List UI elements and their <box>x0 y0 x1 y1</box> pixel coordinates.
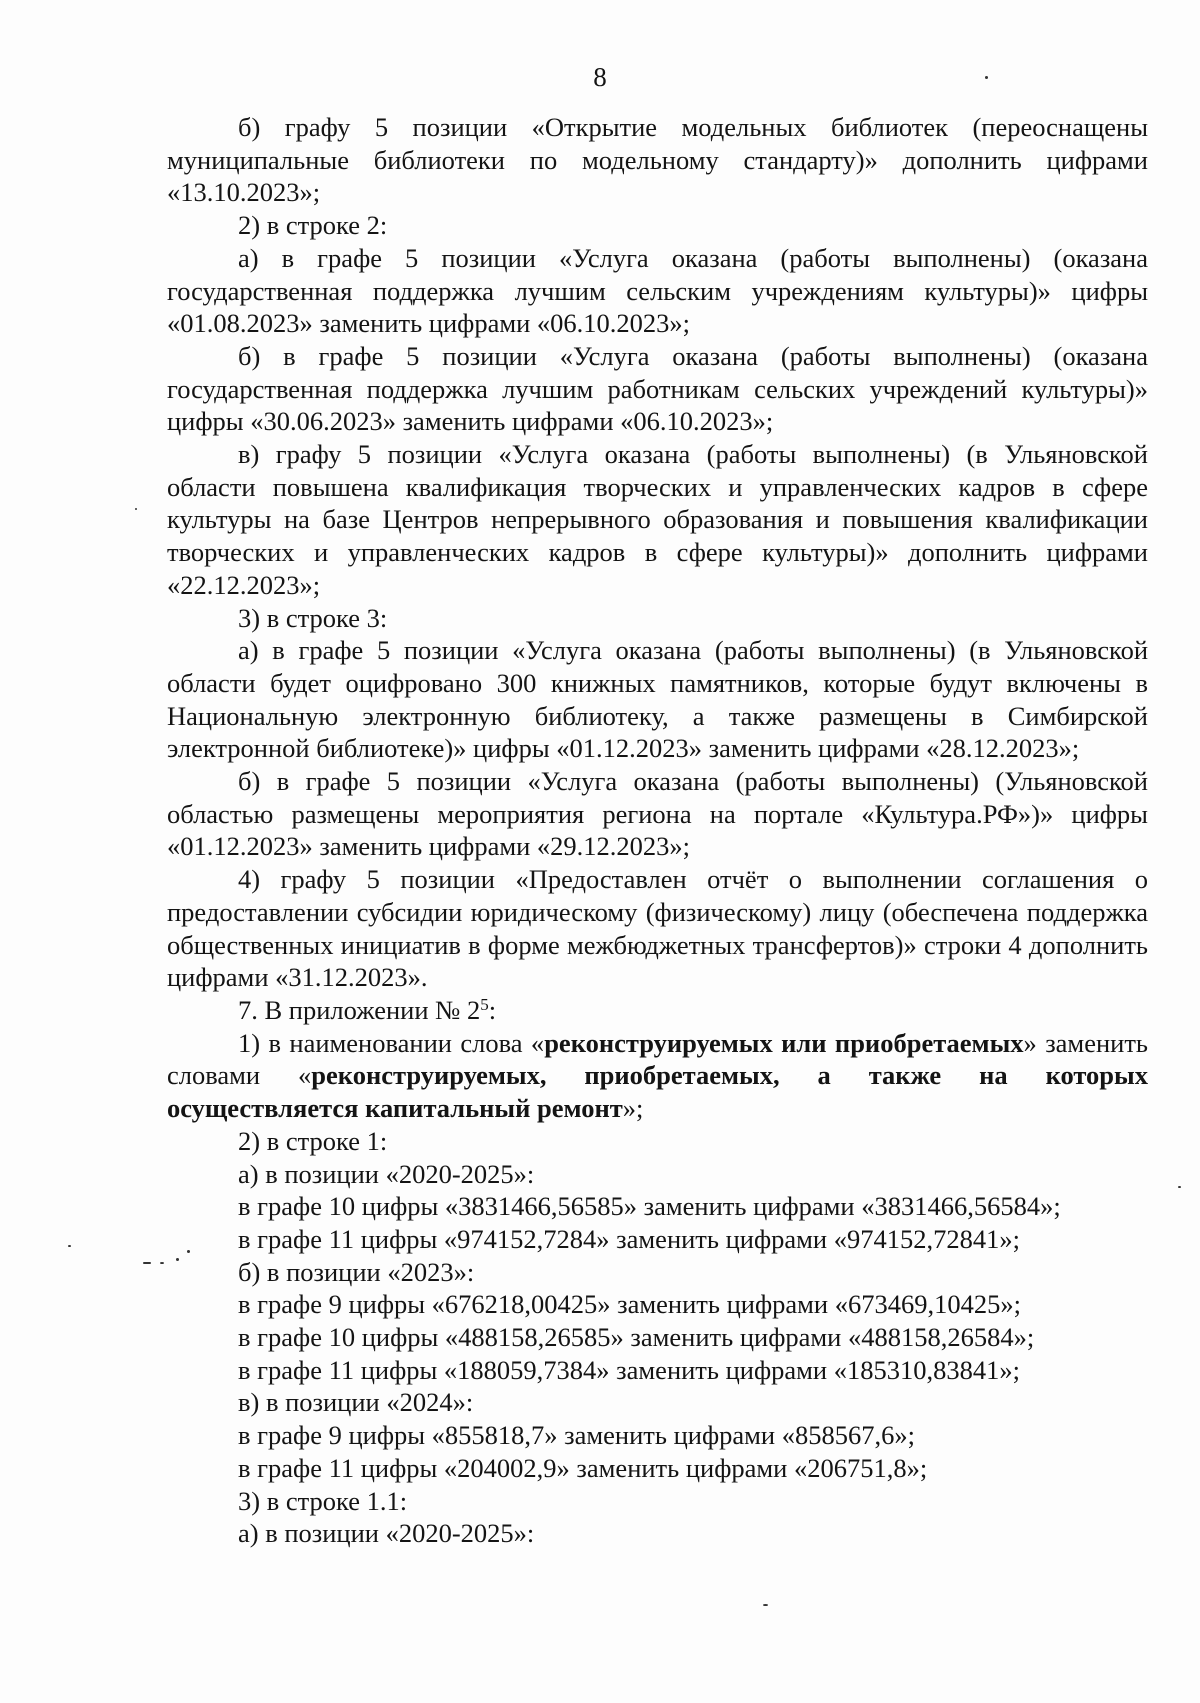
item7-superscript: 5 <box>480 994 489 1014</box>
item7-colon: : <box>488 994 497 1025</box>
line-position-2020-2025-row-1-1: а) в позиции «2020-2025»: <box>238 1518 535 1549</box>
line-column-9-2024: в графе 9 цифры «855818,7» заменить цифрами «858567,6»; <box>238 1420 915 1451</box>
paragraph-2a-rural-institutions: а) в графе 5 позиции «Услуга оказана (работы выполнены) (оказана государственная поддержка лучшим сельским учреждениям культуры)» цифры «01.08.2023» заменить цифрами «06.10.2023»; <box>167 242 1148 339</box>
scan-speck <box>176 1258 179 1261</box>
line-column-9-2023: в графе 9 цифры «676218,00425» заменить цифрами «673469,10425»; <box>238 1289 1021 1320</box>
scan-speck <box>135 508 137 510</box>
scan-speck <box>1178 1186 1181 1188</box>
paragraph-2b-rural-workers: б) в графе 5 позиции «Услуга оказана (работы выполнены) (оказана государственная поддержка лучшим работникам сельских учреждений культуры)» цифры «30.06.2023» заменить цифрами «06.10.2023»; <box>167 340 1148 437</box>
paragraph-2v-qualification: в) графу 5 позиции «Услуга оказана (работы выполнены) (в Ульяновской области повышена квалификация творческих и управленческих кадров в сфере культуры на базе Центров непрерывного образования и повышения квалификации творческих и управленческих кадров в сфере культуры)» дополнить цифрами «22.12.2023»; <box>167 439 1148 600</box>
line-position-2023: б) в позиции «2023»: <box>238 1256 475 1287</box>
paragraph-2-row-2: 2) в строке 2: <box>238 210 388 241</box>
scan-speck <box>985 76 988 79</box>
scan-speck <box>187 1250 190 1253</box>
scan-speck <box>68 1245 71 1247</box>
line-column-10-2020-2025: в графе 10 цифры «3831466,56585» заменить цифрами «3831466,56584»; <box>238 1191 1061 1222</box>
paragraph-4-report: 4) графу 5 позиции «Предоставлен отчёт о выполнении соглашения о предоставлении субсидии юридическому (физическому) лицу (обеспечена поддержка общественных инициатив в форме межбюджетных трансфертов)» строки 4 дополнить цифрами «31.12.2023». <box>167 864 1148 993</box>
line-column-10-2023: в графе 10 цифры «488158,26585» заменить цифрами «488158,26584»; <box>238 1322 1035 1353</box>
line-column-11-2020-2025: в графе 11 цифры «974152,7284» заменить цифрами «974152,72841»; <box>238 1223 1020 1254</box>
page-number: 8 <box>593 62 607 92</box>
scan-speck <box>763 1604 768 1606</box>
item7-1-new-words: реконструируемых, приобретаемых, а также на которых осуществляется капитальный ремонт <box>167 1060 1148 1124</box>
line-row-1: 2) в строке 1: <box>238 1125 388 1156</box>
line-column-11-2024: в графе 11 цифры «204002,9» заменить цифрами «206751,8»; <box>238 1452 928 1483</box>
paragraph-7-appendix <box>167 994 1148 1027</box>
line-row-1-1: 3) в строке 1.1: <box>238 1485 408 1516</box>
line-column-11-2023: в графе 11 цифры «188059,7384» заменить цифрами «185310,83841»; <box>238 1354 1020 1385</box>
item7-text: 7. В приложении № 2 <box>238 994 481 1025</box>
item7-1-old-words: реконструируемых или приобретаемых <box>544 1027 1024 1058</box>
document-body <box>167 111 1148 1550</box>
line-position-2020-2025: а) в позиции «2020-2025»: <box>238 1158 535 1189</box>
item7-1-part1: 1) в наименовании слова « <box>238 1027 545 1058</box>
paragraph-1b-model-libraries: б) графу 5 позиции «Открытие модельных библиотек (переоснащены муниципальные библиотеки по модельному стандарту)» дополнить цифрами «13.10.2023»; <box>167 112 1148 208</box>
item7-1-part2: » заменить словами « <box>167 1027 1148 1091</box>
paragraph-7-1-name-change <box>167 1027 1148 1125</box>
paragraph-3a-digitized-monuments: а) в графе 5 позиции «Услуга оказана (работы выполнены) (в Ульяновской области будет оцифровано 300 книжных памятников, которые будут включены в Национальную электронную библиотеку, а также размещены в Симбирской электронной библиотеке)» цифры «01.12.2023» заменить цифрами «28.12.2023»; <box>167 635 1148 764</box>
line-position-2024: в) в позиции «2024»: <box>238 1387 474 1418</box>
scan-speck <box>160 1262 164 1264</box>
paragraph-3-row-3: 3) в строке 3: <box>238 602 388 633</box>
paragraph-3b-culture-portal: б) в графе 5 позиции «Услуга оказана (работы выполнены) (Ульяновской областью размещены мероприятия региона на портале «Культура.РФ»)» цифры «01.12.2023» заменить цифрами «29.12.2023»; <box>167 766 1148 862</box>
item7-1-part3: »; <box>622 1093 644 1124</box>
scan-speck <box>143 1262 151 1264</box>
